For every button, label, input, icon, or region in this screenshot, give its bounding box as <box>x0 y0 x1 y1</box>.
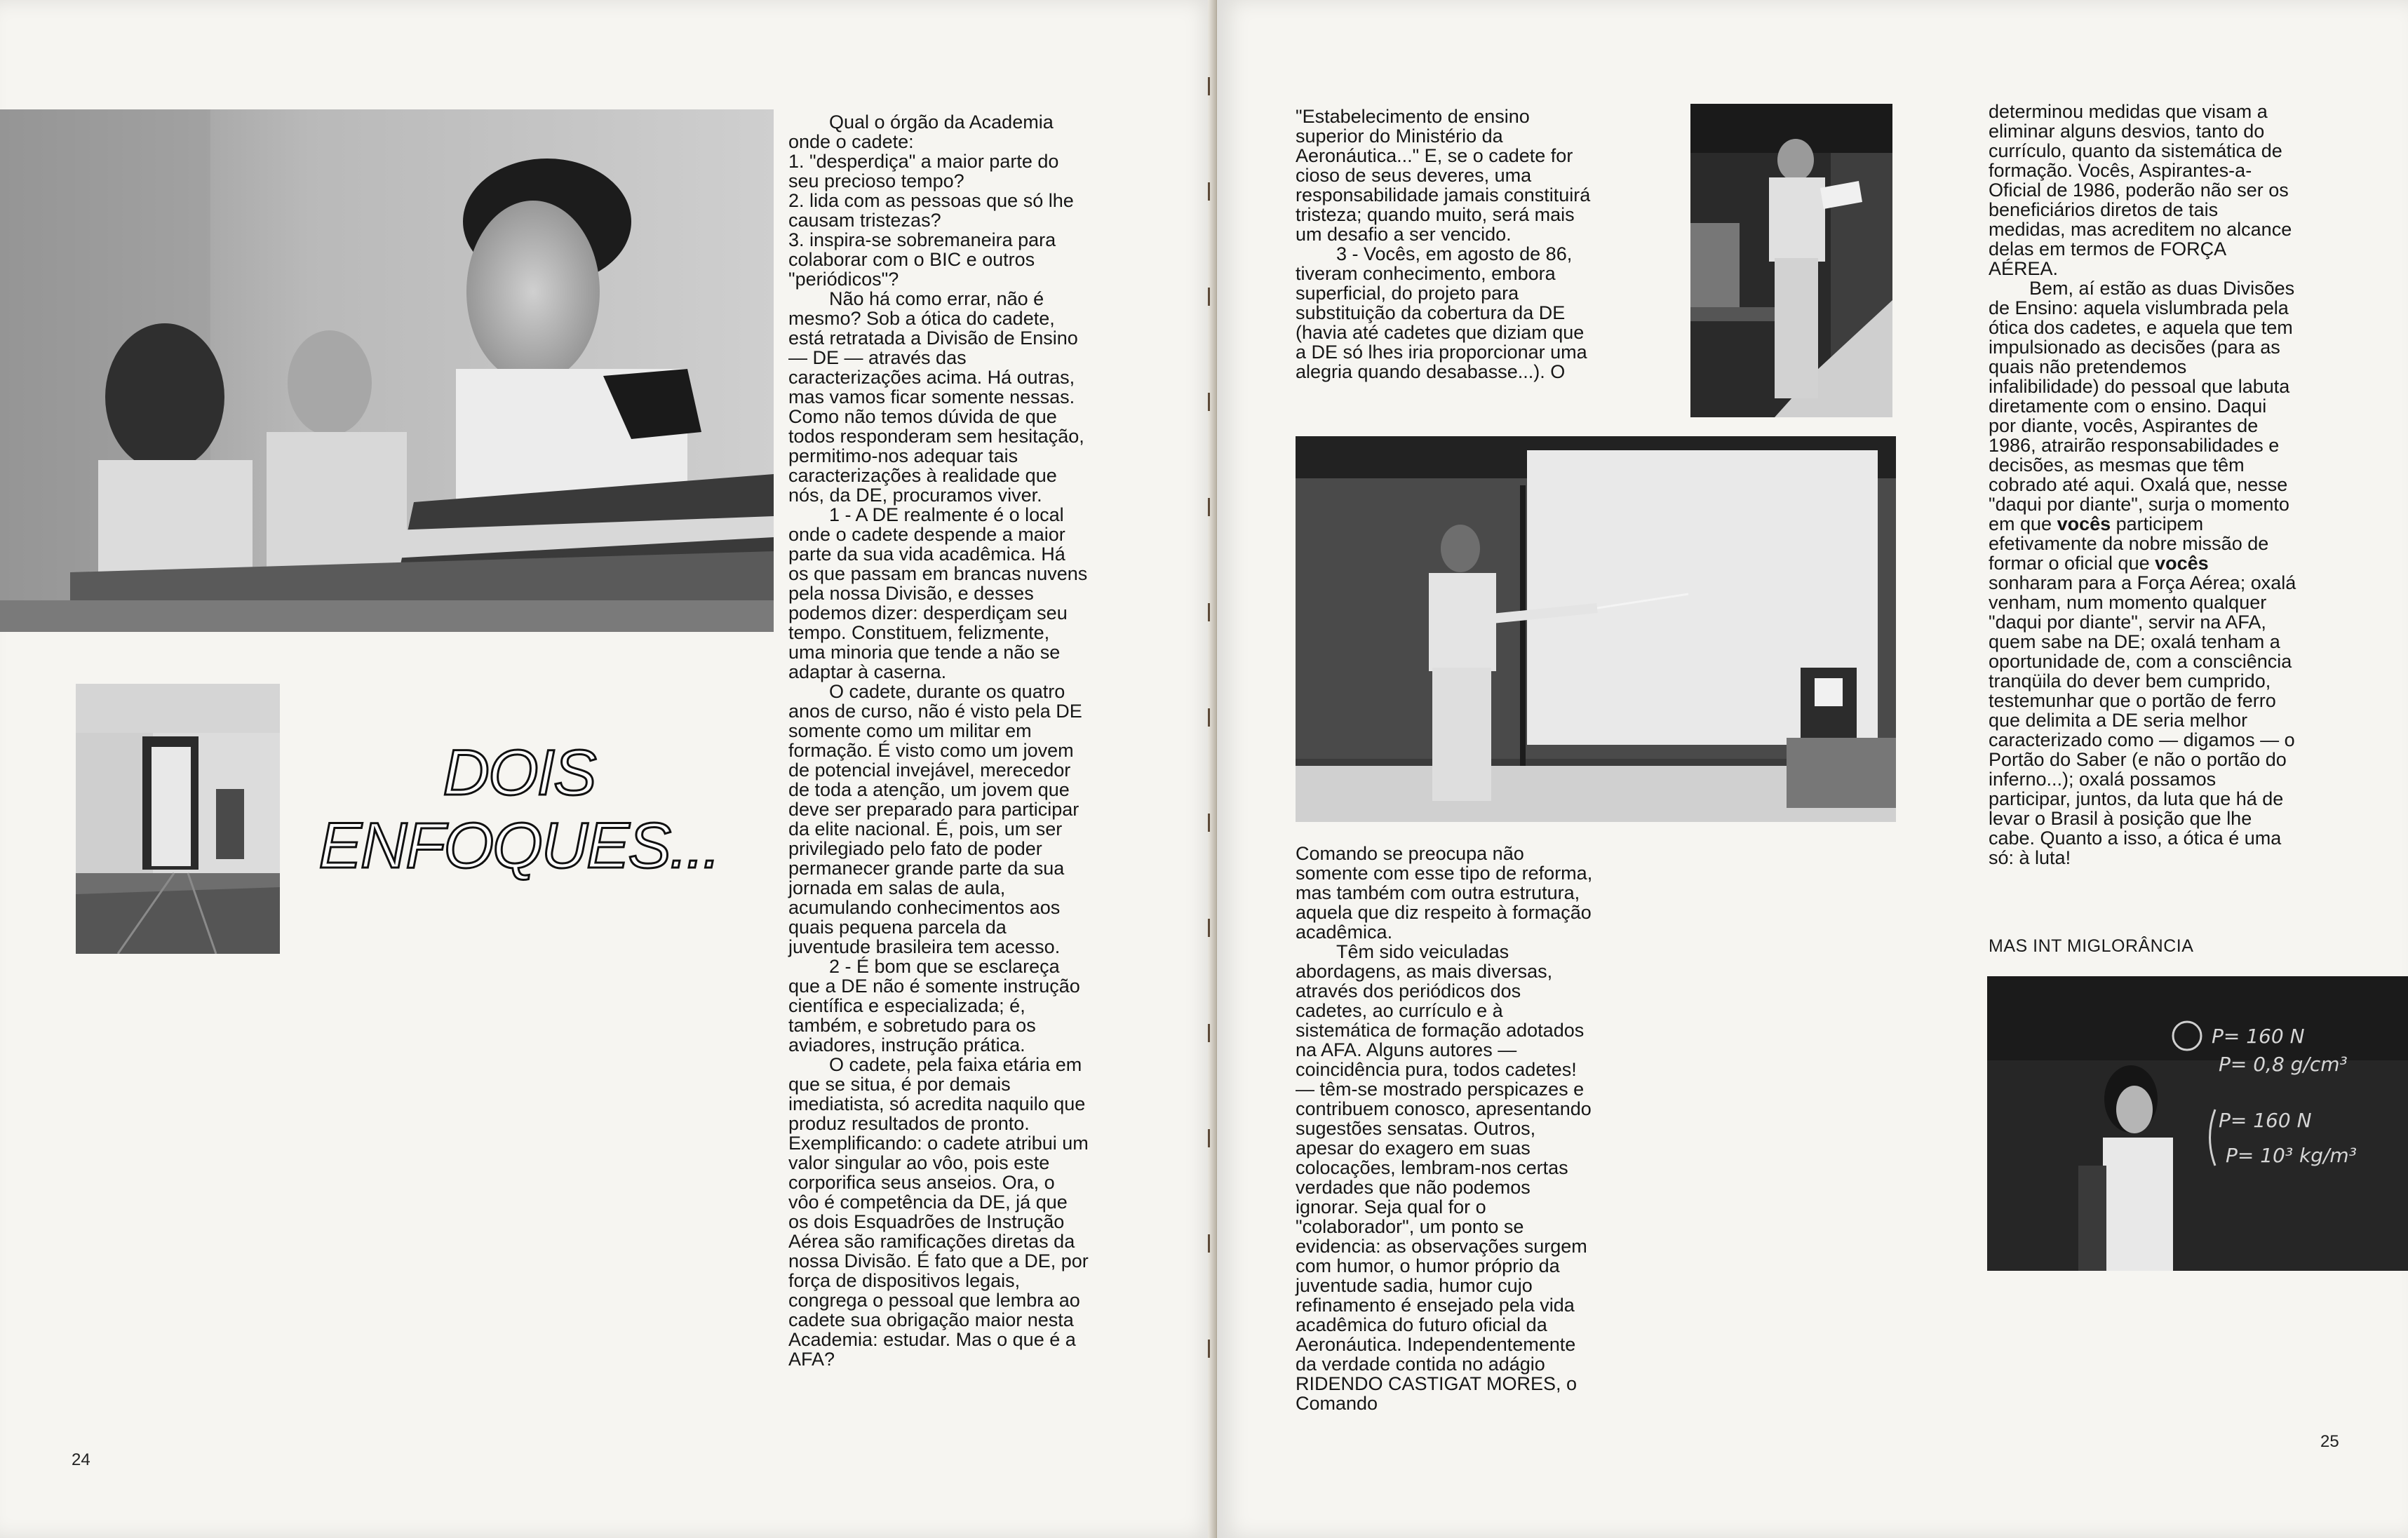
paragraph: 2. lida com as pessoas que só lhe causam tristezas? <box>788 190 1074 231</box>
cadets-classroom-photo <box>0 109 774 632</box>
binding-stitch <box>1208 919 1216 937</box>
binding-stitch <box>1208 77 1216 95</box>
paragraph: O cadete, durante os quatro anos de curso, não é visto pela DE somente como um militar em formação. É visto como um jovem de potencial invejável, merecedor de toda a atenção, um jovem que deve ser preparado para participar da elite nacional. É, pois, um ser privilegiado pelo fato de poder permanecer grande parte da sua jornada em salas de aula, acumulando conhecimentos aos quais pequena parcela da juventude brasileira tem acesso. <box>788 681 1082 957</box>
paragraph: determinou medidas que visam a eliminar alguns desvios, tanto do currículo, quanto da sistemática de formação. Vocês, Aspirantes-a-Oficial de 1986, poderão não ser os beneficiários diretos de tais medidas, mas acreditem no alcance delas em termos de FORÇA AÉREA. <box>1989 101 2292 279</box>
paragraph: O cadete, pela faixa etária em que se situa, é por demais imediatista, só acredita naquilo que produz resultados de pronto. Exemplificando: o cadete atribui um valor singular ao vôo, pois este corporifica seus anseios. Ora, o vôo é competência da DE, já que os dois Esquadrões de Instrução Aérea são ramificações diretas da nossa Divisão. É fato que a DE, por força de dispositivos legais, congrega o pessoal que lembra ao cadete sua obrigação maior nesta Academia: estudar. Mas o que é a AFA? <box>788 1054 1089 1370</box>
paragraph <box>1989 278 2297 868</box>
chalk-text: P= 0,8 g/cm³ <box>2219 1053 2348 1076</box>
binding-stitch <box>1208 1129 1216 1147</box>
paragraph: Comando se preocupa não somente com esse tipo de reforma, mas também com outra estrutura, aquela que diz respeito à formação acadêmica. <box>1296 843 1593 943</box>
page-number-left: 24 <box>72 1450 90 1469</box>
paragraph: "Estabelecimento de ensino superior do Ministério da Aeronáutica..." E, se o cadete for cioso de seus deveres, uma responsabilidade jamais constituirá tristeza; quando muito, será mais um desafio a ser vencido. <box>1296 106 1591 245</box>
paragraph: Não há como errar, não é mesmo? Sob a ótica do cadete, está retratada a Divisão de Ensino — DE — através das caracterizações acima. Há outras, mas vamos ficar somente nessas. Como não temos dúvida de que todos responderam sem hesitação, permitimo-nos adequar tais caracterizações à realidade que nós, da DE, procuramos viver. <box>788 288 1084 506</box>
right-column-1-top <box>1296 107 1594 382</box>
teacher-chalkboard-photo <box>1987 976 2408 1271</box>
article-title <box>295 736 744 882</box>
chalk-text: P= 10³ kg/m³ <box>2226 1144 2357 1167</box>
author-signature: MAS INT MIGLORÂNCIA <box>1989 936 2194 956</box>
paragraph-text: sonharam para a Força Aérea; oxalá venham, num momento qualquer "daqui por diante", servir na AFA, quem sabe na DE; oxalá tenham a oportunidade de, com a consciência tranqüila do dever bem cumprido, testemunhar que o portão de ferro que delimita a DE seria melhor caracterizado como — digamos — o Portão do Saber (e não o portão do inferno...); oxalá possamos participar, juntos, da luta que há de levar o Brasil à posição que lhe cabe. Quanto a isso, a ótica é uma só: à luta! <box>1989 572 2296 868</box>
emphasis-text: vocês <box>2155 553 2209 574</box>
officer-reading-photo <box>1690 104 1892 417</box>
title-line-2: ENFOQUES... <box>318 810 720 882</box>
paragraph: Têm sido veiculadas abordagens, as mais diversas, através dos periódicos dos cadetes, ao currículo e à sistemática de formação adotados na AFA. Alguns autores — coincidência pura, todos cadetes! — têm-se mostrado perspicazes e contribuem conosco, apresentando sugestões sensatas. Outros, apesar do exagero em suas colocações, lembram-nos certas verdades que não podemos ignorar. Seja qual for o "colaborador", um ponto se evidencia: as observações surgem com humor, o humor próprio da juventude sadia, humor cujo refinamento é ensejado pela vida acadêmica do futuro oficial da Aeronáutica. Independentemente da verdade contida no adágio RIDENDO CASTIGAT MORES, o Comando <box>1296 941 1592 1414</box>
chalk-text: P= 160 N <box>2212 1025 2305 1048</box>
binding-stitch <box>1208 498 1216 516</box>
binding-stitch <box>1208 288 1216 306</box>
right-column-2 <box>1989 102 2297 868</box>
left-text-column <box>788 112 1090 1369</box>
paragraph: 1. "desperdiça" a maior parte do seu precioso tempo? <box>788 151 1059 191</box>
paragraph: 2 - É bom que se esclareça que a DE não é somente instrução científica e especializada; é, também, e sobretudo para os aviadores, instrução prática. <box>788 956 1080 1055</box>
paragraph: Qual o órgão da Academia onde o cadete: <box>788 112 1054 152</box>
page-number-right: 25 <box>2320 1432 2339 1451</box>
binding-stitch <box>1208 603 1216 621</box>
title-line-1: DOIS <box>443 737 596 809</box>
right-page <box>1217 0 2408 1538</box>
binding-stitch <box>1208 814 1216 832</box>
emphasis-text: vocês <box>2057 513 2111 534</box>
professor-projector-photo <box>1296 436 1896 822</box>
paragraph-text: Bem, aí estão as duas Divisões de Ensino: aquela vislumbrada pela ótica dos cadetes, e aquela que tem impulsionado as decisões (para as quais não pretendemos infalibilidade) do pessoal que labuta diretamente com o ensino. Daqui por diante, vocês, Aspirantes de 1986, atrairão responsabilidades e decisões, as mesmas que têm cobrado até aqui. Oxalá que, nesse "daqui por diante", surja o momento em que <box>1989 278 2295 534</box>
binding-stitch <box>1208 1024 1216 1042</box>
binding-stitch <box>1208 393 1216 411</box>
paragraph-text: participem efetivamente da nobre missão de formar o oficial que <box>1989 513 2269 574</box>
paragraph: 1 - A DE realmente é o local onde o cadete despende a maior parte da sua vida acadêmica. Há os que passam em brancas nuvens pela nossa Divisão, e desses podemos dizer: desperdiçam seu tempo. Constituem, felizmente, uma minoria que tende a não se adaptar à caserna. <box>788 504 1088 682</box>
paragraph: 3 - Vocês, em agosto de 86, tiveram conhecimento, embora superficial, do projeto para substituição da cobertura da DE (havia até cadetes que diziam que a DE só lhes iria proporcionar uma alegria quando desabasse...). O <box>1296 243 1587 382</box>
chalk-text: P= 160 N <box>2219 1109 2312 1132</box>
binding-stitch <box>1208 182 1216 201</box>
right-column-1-bottom <box>1296 844 1594 1413</box>
binding-stitch <box>1208 1340 1216 1358</box>
hallway-photo <box>76 684 280 954</box>
paragraph: 3. inspira-se sobremaneira para colaborar com o BIC e outros "periódicos"? <box>788 229 1056 290</box>
binding-stitch <box>1208 1234 1216 1253</box>
binding-stitch <box>1208 708 1216 727</box>
